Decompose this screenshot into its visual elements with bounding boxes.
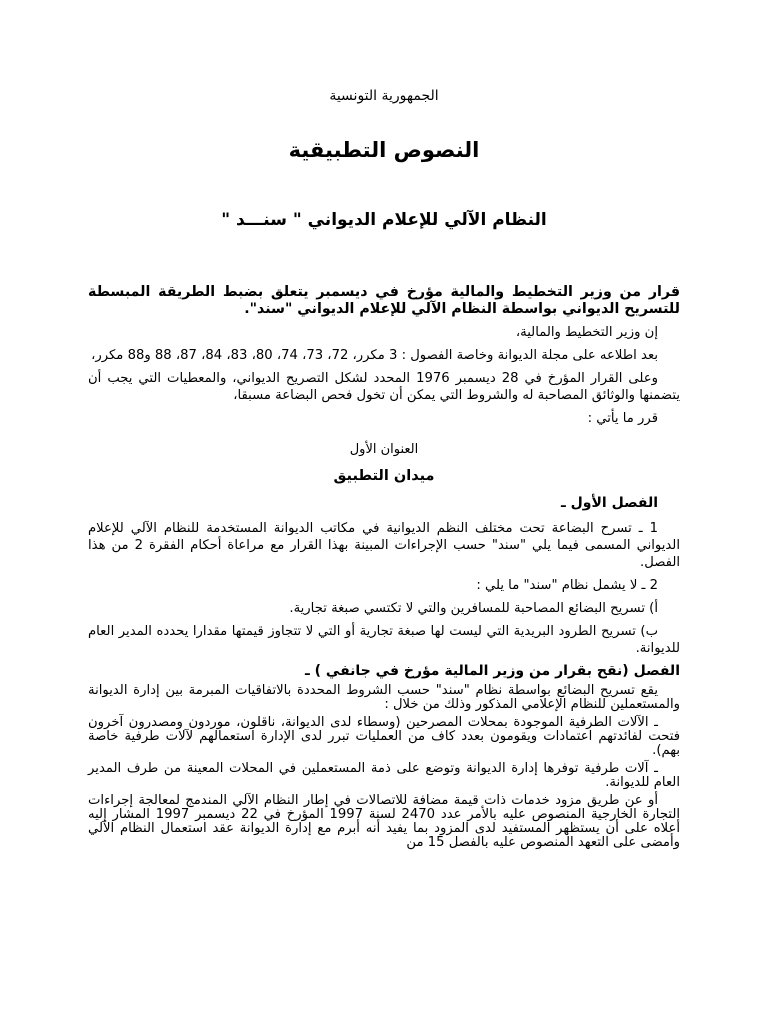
minister-line: إن وزير التخطيط والمالية، xyxy=(515,325,658,340)
article-one-item-a: أ) تسريح البضائع المصاحبة للمسافرين والتي لا تكتسي صبغة تجارية. xyxy=(289,601,658,616)
title-one-name: ميدان التطبيق xyxy=(333,468,435,484)
document-page xyxy=(88,0,680,1024)
article-two-paragraph-four: أو عن طريق مزود خدمات ذات قيمة مضافة للاتصالات في إطار النظام الآلي المندمج لمعالجة إجراءات التجارة الخارجية المنصوص عليه بالأمر عدد 2470 لسنة 1997 المؤرخ في 22 ديسمبر 1997 المشار إليه أعلاه على أن يستظهر المستفيد لدى المزود بما يفيد أنه أبرم مع إدارة الديوانة عقد استعمال النظام الآلي وأمضى على التعهد المنصوص عليه بالفصل 15 من xyxy=(88,793,680,850)
decree-heading: قرار من وزير التخطيط والمالية مؤرخ في ديسمبر يتعلق بضبط الطريقة المبسطة للتسريح الديواني بواسطة النظام الآلي للإعلام الديواني "سند". xyxy=(88,284,680,317)
chapter-one-heading: الفصل الأول ـ xyxy=(560,495,658,511)
article-two-paragraph-three: ـ آلات طرفية توفرها إدارة الديوانة وتوضع على ذمة المستعملين في المحلات المعينة من طرف المدير العام للديوانة. xyxy=(88,761,680,790)
article-two-paragraph-one: يقع تسريح البضائع بواسطة نظام "سند" حسب الشروط المحددة بالاتفاقيات المبرمة بين إدارة الديوانة والمستعملين للنظام الإعلامي المذكور وذلك من خلال : xyxy=(88,683,680,712)
main-title: النصوص التطبيقية xyxy=(288,138,480,162)
sub-title: النظام الآلي للإعلام الديواني " سنـــد " xyxy=(221,210,547,230)
considering-code: بعد اطلاعه على مجلة الديوانة وخاصة الفصول : 3 مكرر، 72، 73، 74، 80، 83، 84، 87، 88 و88 مكرر، xyxy=(91,348,658,363)
document-body xyxy=(88,284,680,854)
chapter-two-heading: الفصل (نقح بقرار من وزير المالية مؤرخ في جانفي ) ـ xyxy=(305,663,680,679)
article-one-paragraph-one: 1 ـ تسرح البضاعة تحت مختلف النظم الديوانية في مكاتب الديوانة المستخدمة للنظام الآلي للإعلام الديواني المسمى فيما يلي "سند" حسب الإجراءات المبينة بهذا القرار مع مراعاة أحكام الفقرة 2 من هذا الفصل. xyxy=(88,521,680,570)
considering-order: وعلى القرار المؤرخ في 28 ديسمبر 1976 المحدد لشكل التصريح الديواني، والمعطيات التي يجب أن يتضمنها والوثائق المصاحبة له والشروط التي يمكن أن تخول فحص البضاعة مسبقا، xyxy=(88,371,680,403)
republic-header: الجمهورية التونسية xyxy=(329,88,439,104)
article-one-item-b: ب) تسريح الطرود البريدية التي ليست لها صبغة تجارية أو التي لا تتجاوز قيمتها مقدارا يحدده المدير العام للديوانة. xyxy=(88,624,680,656)
decides-line: قرر ما يأتي : xyxy=(587,411,658,426)
article-one-paragraph-two: 2 ـ لا يشمل نظام "سند" ما يلي : xyxy=(476,578,658,593)
title-one-label: العنوان الأول xyxy=(349,442,419,457)
article-two-paragraph-two: ـ الآلات الطرفية الموجودة بمحلات المصرحين (وسطاء لدى الديوانة، ناقلون، موردون ومصدرون آخرون فتحت لفائدتهم اعتمادات ويقومون بعدد كاف من العمليات تبرر لدى الإدارة استعمالهم لآلات طرفية خاصة بهم). xyxy=(88,715,680,758)
